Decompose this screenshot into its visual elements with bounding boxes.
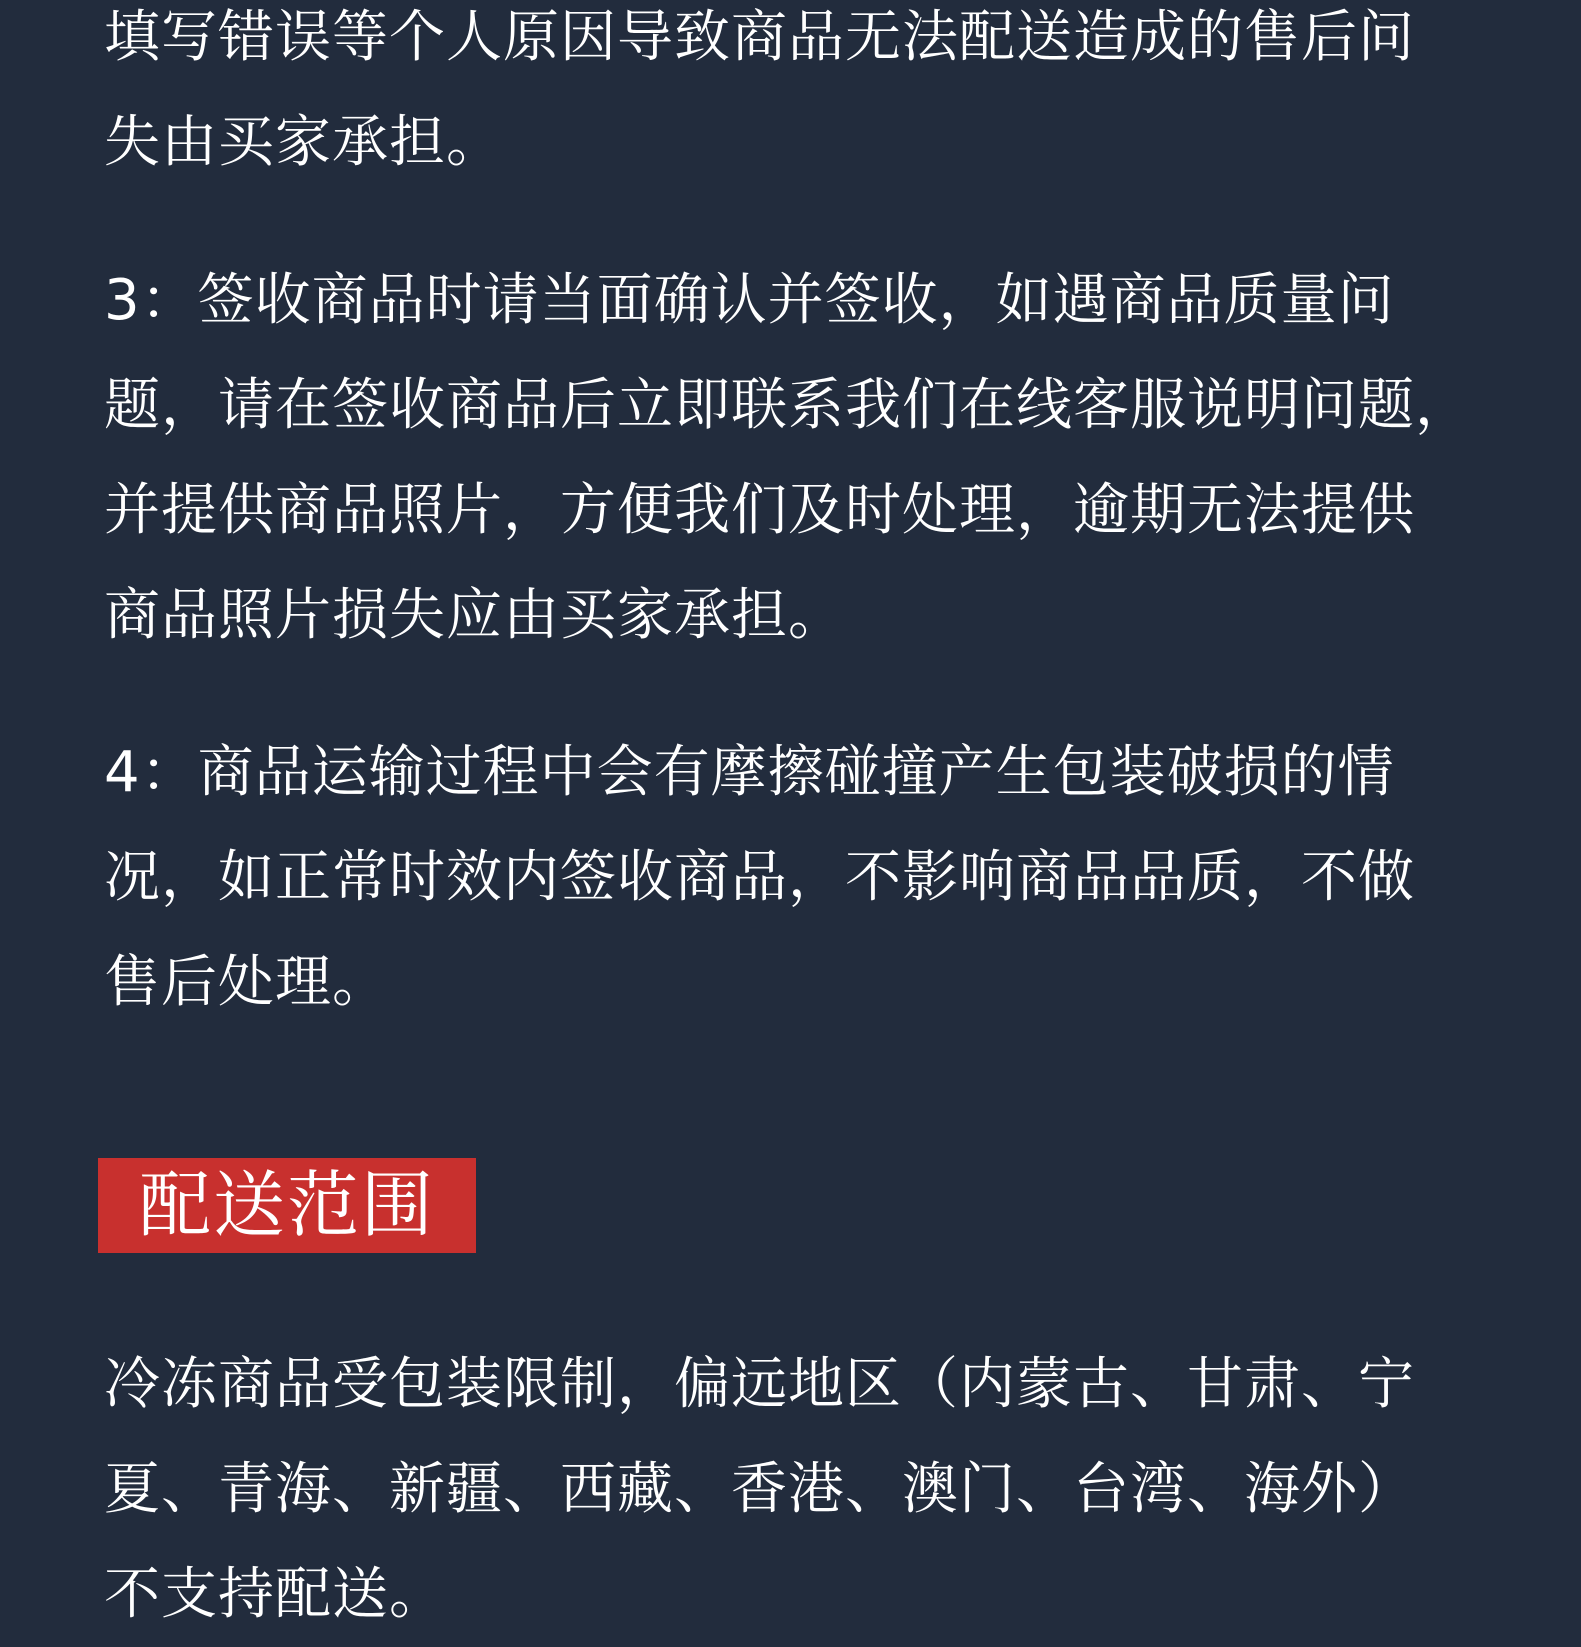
paragraph-item-3 bbox=[104, 248, 1472, 668]
text-line: 3：签收商品时请当面确认并签收，如遇商品质量问 bbox=[104, 268, 1395, 333]
text-line: 售后处理。 bbox=[104, 950, 389, 1015]
text-line: 况，如正常时效内签收商品，不影响商品品质，不做 bbox=[104, 845, 1415, 910]
text-line: 冷冻商品受包装限制，偏远地区（内蒙古、甘肃、宁 bbox=[104, 1352, 1415, 1417]
text-line: 并提供商品照片，方便我们及时处理，逾期无法提供 bbox=[104, 478, 1415, 543]
paragraph-item-4 bbox=[104, 720, 1415, 1035]
text-line: 题，请在签收商品后立即联系我们在线客服说明问题， bbox=[104, 373, 1472, 438]
text-line: 不支持配送。 bbox=[104, 1562, 446, 1627]
text-line: 商品照片损失应由买家承担。 bbox=[104, 583, 845, 648]
text-line: 失由买家承担。 bbox=[104, 110, 503, 175]
text-line: 夏、青海、新疆、西藏、香港、澳门、台湾、海外） bbox=[104, 1457, 1415, 1522]
section-title-delivery-scope: 配送范围 bbox=[98, 1158, 476, 1253]
paragraph-intro bbox=[104, 0, 1415, 195]
paragraph-delivery-scope bbox=[104, 1332, 1415, 1647]
text-line: 填写错误等个人原因导致商品无法配送造成的售后问 bbox=[104, 5, 1415, 70]
text-line: 4：商品运输过程中会有摩擦碰撞产生包装破损的情 bbox=[104, 740, 1395, 805]
